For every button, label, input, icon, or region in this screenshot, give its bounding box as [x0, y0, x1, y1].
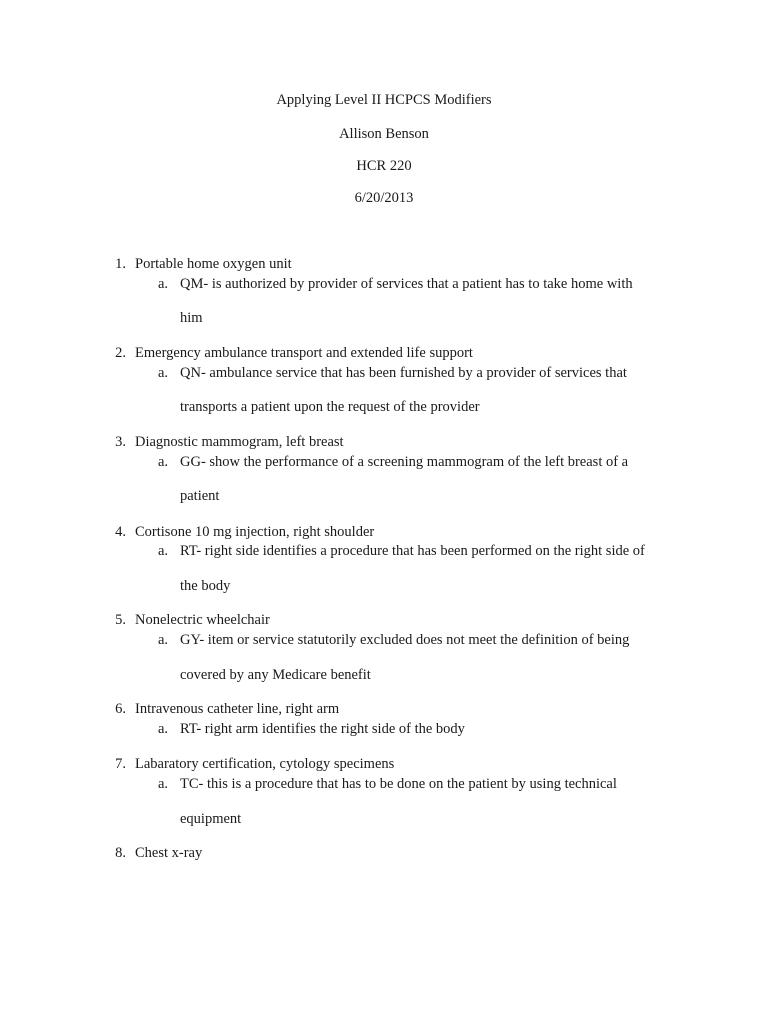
sub-item-text-continued: equipment — [180, 811, 242, 827]
item-number: 8. — [115, 845, 126, 861]
sub-item-text-continued: him — [180, 310, 203, 326]
item-number: 1. — [115, 256, 126, 272]
item-text: Nonelectric wheelchair — [135, 612, 270, 628]
item-text: Cortisone 10 mg injection, right shoulder — [135, 524, 375, 540]
author-name: Allison Benson — [339, 126, 429, 142]
sub-item-text-continued: covered by any Medicare benefit — [180, 667, 371, 683]
document-title: Applying Level II HCPCS Modifiers — [276, 92, 492, 108]
sub-item-text: GY- item or service statutorily excluded does not meet the definition of being — [180, 632, 630, 648]
sub-item-text: RT- right side identifies a procedure that has been performed on the right side of — [180, 543, 645, 559]
sub-item-text-continued: the body — [180, 578, 231, 594]
sub-item-text: RT- right arm identifies the right side of the body — [180, 721, 465, 737]
sub-item-text: TC- this is a procedure that has to be done on the patient by using technical — [180, 776, 617, 792]
item-text: Labaratory certification, cytology specimens — [135, 756, 395, 772]
course-code: HCR 220 — [356, 158, 412, 174]
sub-item-letter: a. — [158, 543, 169, 559]
item-text: Intravenous catheter line, right arm — [135, 701, 340, 717]
item-number: 2. — [115, 345, 126, 361]
item-text: Diagnostic mammogram, left breast — [135, 434, 344, 450]
item-number: 5. — [115, 612, 126, 628]
sub-item-text: QN- ambulance service that has been furnished by a provider of services that — [180, 365, 627, 381]
sub-item-letter: a. — [158, 454, 169, 470]
item-text: Chest x-ray — [135, 845, 203, 861]
sub-item-text: QM- is authorized by provider of services that a patient has to take home with — [180, 276, 633, 292]
sub-item-letter: a. — [158, 365, 169, 381]
item-number: 7. — [115, 756, 126, 772]
item-number: 3. — [115, 434, 126, 450]
sub-item-letter: a. — [158, 276, 169, 292]
item-number: 4. — [115, 524, 126, 540]
sub-item-letter: a. — [158, 721, 169, 737]
item-text: Portable home oxygen unit — [135, 256, 292, 272]
document-date: 6/20/2013 — [354, 190, 414, 206]
sub-item-letter: a. — [158, 632, 169, 648]
item-number: 6. — [115, 701, 126, 717]
sub-item-text: GG- show the performance of a screening mammogram of the left breast of a — [180, 454, 629, 470]
sub-item-letter: a. — [158, 776, 169, 792]
item-text: Emergency ambulance transport and extended life support — [135, 345, 473, 361]
sub-item-text-continued: transports a patient upon the request of the provider — [180, 399, 480, 415]
sub-item-text-continued: patient — [180, 488, 220, 504]
